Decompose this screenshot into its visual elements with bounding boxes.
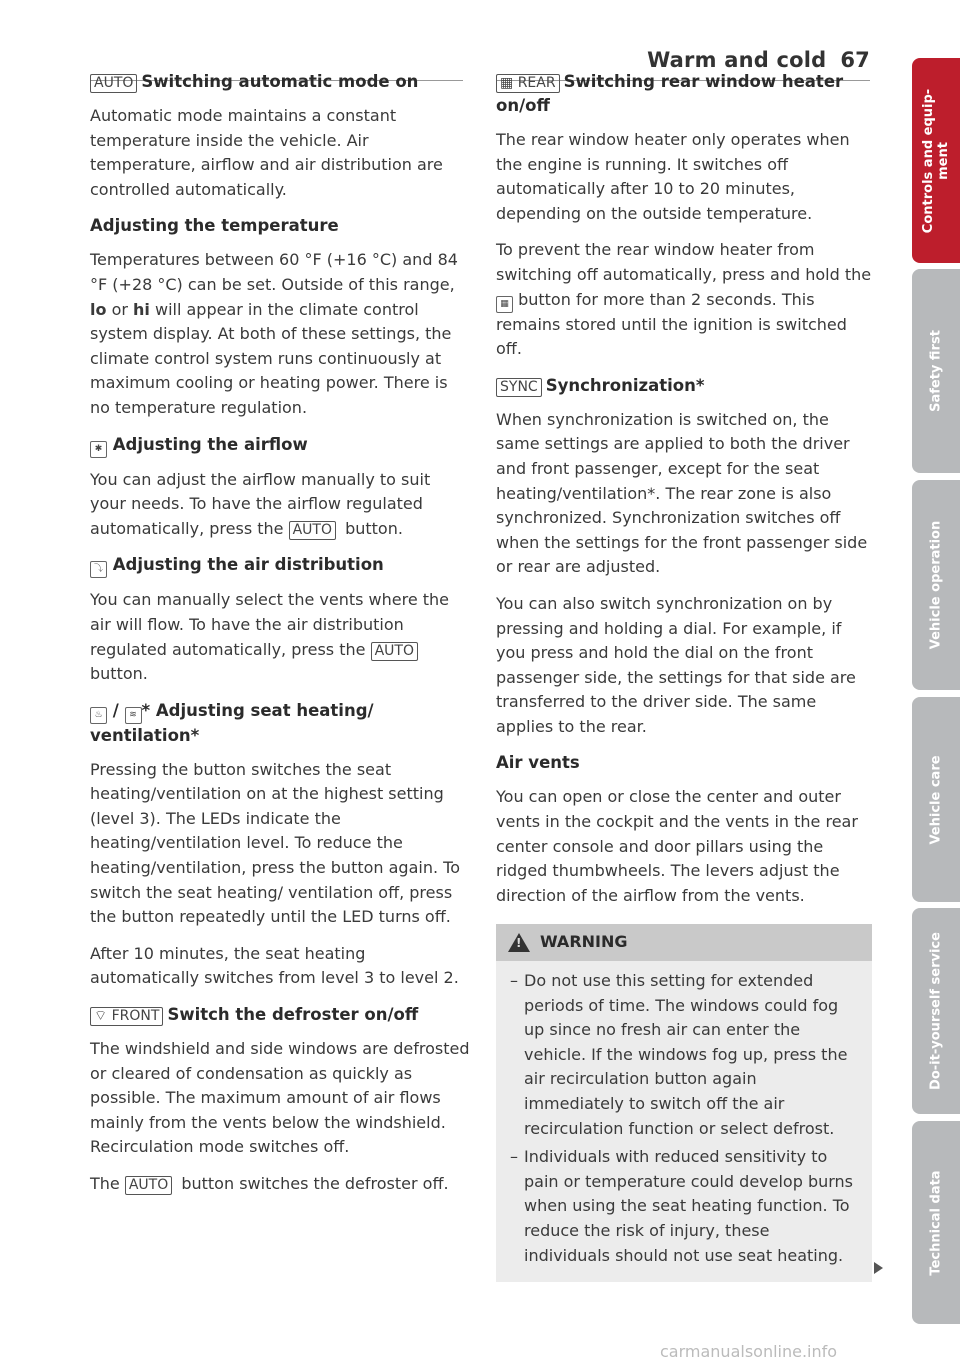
tab-safety[interactable]: Safety first [912,269,960,473]
auto-heading: AUTO Switching automatic mode on [90,70,470,94]
warning-title: WARNING [540,932,628,952]
distribution-body: You can manually select the vents where the air will flow. To have the air distribution regulated automatically, press the AUTO button. [90,590,450,684]
auto-key: AUTO [90,74,137,93]
seat-heating-icon: ♨ [90,707,107,724]
sync-key: SYNC [496,378,542,397]
vents-heading: Air vents [496,753,580,773]
rear-body-2: To prevent the rear window heater from switching off automatically, press and hold the ▦ button for more than 2 seconds. This remains stored until the ignition is switched off. [496,240,872,359]
tab-controls[interactable]: Controls and equip- ment [912,58,960,263]
front-key: ⌔ FRONT [90,1007,163,1026]
watermark: carmanualsonline.info [660,1342,838,1361]
fan-icon: ✱ [90,441,107,458]
sync-body-2: You can also switch synchronization on by pressing and holding a dial. For example, if you press and hold the dial on the front passenger side, the settings for that side are transferred to the driver side. The same applies to the rear. [496,593,856,736]
auto-key-inline: AUTO [125,1176,172,1195]
warning-item: – Individuals with reduced sensitivity to pain or temperature could develop burns when using the seat heating function. To reduce the risk of injury, these individuals should not use seat heating. [510,1147,854,1265]
sync-body-1: When synchronization is switched on, the same settings are applied to both the driver and front passenger, except for the seat heating/ventilation*. The rear zone is also synchronized. Synchronization switches off when the settings for the front passenger side or rear are adjusted. [496,409,868,577]
continue-arrow-icon [874,1262,883,1274]
sync-heading: SYNC Synchronization* [496,374,872,398]
seat-ventilation-icon: ≋ [125,707,142,724]
defroster-heading: ⌔ FRONT Switch the defroster on/off [90,1003,470,1027]
header-title: Warm and cold [647,48,827,72]
rear-heading: ▦ REAR Switching rear window heater on/off [496,72,844,115]
defroster-body-1: The windshield and side windows are defrosted or cleared of condensation as quickly as possible. The maximum amount of air flows mainly from the vents below the windshield. Recirculation mode switches off. [90,1039,470,1157]
tab-diy[interactable]: Do-it-yourself service [912,908,960,1114]
airflow-body: You can adjust the airflow manually to suit your needs. To have the airflow regulated automatically, press the AUTO button. [90,469,431,538]
tab-technical[interactable]: Technical data [912,1121,960,1324]
chapter-tabs [912,0,960,1361]
temperature-body: Temperatures between 60 °F (+16 °C) and 84 °F (+28 °C) can be set. Outside of this range, lo or hi will appear in the climate control system display. At both of these settings, the climate control system runs continuously at maximum cooling or heating power. There is no temperature regulation. [90,250,458,417]
air-distribution-icon: ⤵ [90,561,107,578]
left-column [90,70,470,1209]
airflow-heading: ✱ Adjusting the airflow [90,433,470,458]
warning-box [496,924,872,1282]
right-column [496,70,872,1282]
seat-body-1: Pressing the button switches the seat heating/ventilation on at the highest setting (level 3). The LEDs indicate the heating/ventilation level. To reduce the heating/ventilation, press the button again. To switch the seat heating/ ventilation off, press the button repeatedly until the LED turns off. [90,759,460,927]
auto-key-inline: AUTO [371,642,418,661]
warning-body [496,961,872,1282]
defroster-body-2: The AUTO button switches the defroster off. [90,1174,449,1193]
running-header [647,48,870,72]
rear-body-1: The rear window heater only operates when the engine is running. It switches off automatically after 10 to 20 minutes, depending on the outside temperature. [496,130,850,223]
seat-body-2: After 10 minutes, the seat heating automatically switches from level 3 to level 2. [90,943,459,988]
vents-body: You can open or close the center and outer vents in the cockpit and the vents in the rear center console and door pillars using the ridged thumbwheels. The levers adjust the direction of the airflow from the vents. [496,787,858,905]
warning-icon: ! [508,933,530,952]
auto-key-inline: AUTO [289,521,336,540]
rear-window-icon: ▦ [496,296,513,313]
warning-item: – Do not use this setting for extended periods of time. The windows could fog up since no fresh air can enter the vehicle. If the windows fog up, press the air recirculation button again immediately to switch off the air recirculation function or select defrost. [510,971,848,1138]
rear-key: ▦ REAR [496,74,560,93]
temperature-heading: Adjusting the temperature [90,216,339,236]
warning-header [496,924,872,961]
tab-operation[interactable]: Vehicle operation [912,480,960,690]
auto-body: Automatic mode maintains a constant temperature inside the vehicle. Air temperature, airflow and air distribution are controlled automatically. [90,106,443,199]
page-number: 67 [840,48,870,72]
distribution-heading: ⤵ Adjusting the air distribution [90,553,470,578]
tab-care[interactable]: Vehicle care [912,697,960,902]
seat-heading: ♨ / ≋ * Adjusting seat heating/ ventilation* [90,700,374,745]
